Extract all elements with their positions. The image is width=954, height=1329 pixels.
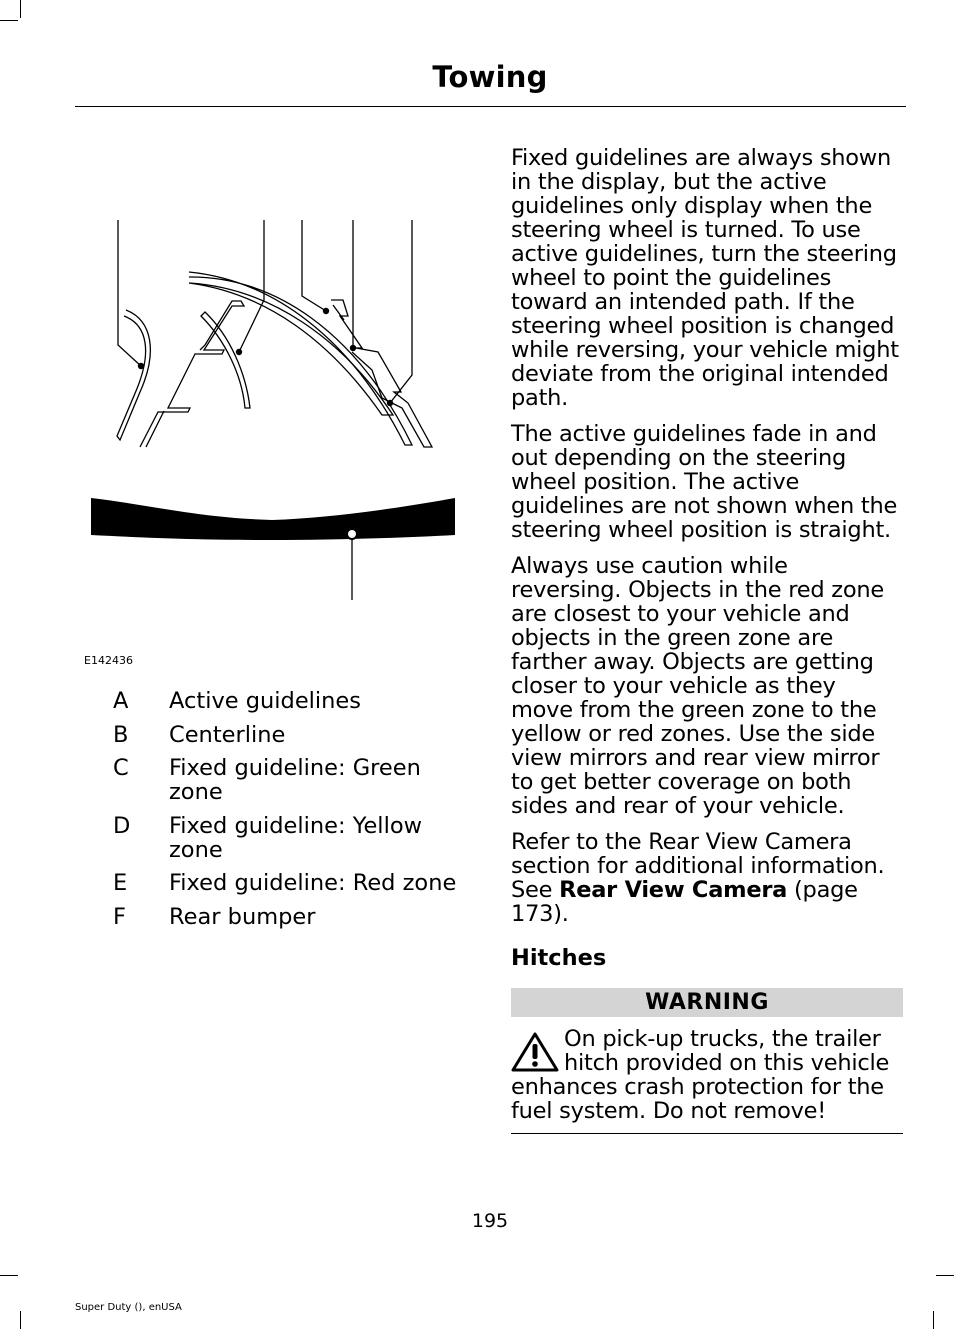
page-number: 195 — [471, 1210, 509, 1232]
legend-key: F — [113, 903, 126, 930]
legend-item — [113, 814, 473, 862]
legend-item — [113, 871, 473, 895]
legend-text: Fixed guideline: Green zone — [169, 755, 421, 805]
paragraph-reference — [511, 830, 903, 926]
rear-view-camera-link[interactable]: Rear View Camera — [559, 877, 788, 903]
legend-item — [113, 756, 473, 804]
legend-item — [113, 723, 473, 747]
crop-mark-top-left — [0, 20, 18, 21]
warning-label: WARNING — [511, 988, 903, 1017]
paragraph-active-guidelines: The active guidelines fade in and out depending on the steering wheel position. The active guidelines are not shown when the steering wheel position is straight. — [511, 421, 898, 543]
paragraph-fixed-guidelines: Fixed guidelines are always shown in the display, but the active guidelines only display when the steering wheel is turned. To use active guidelines, turn the steering wheel to point the guidelines toward an intended path. If the steering wheel position is changed while reversing, your vehicle might deviate from the original intended path. — [511, 145, 899, 411]
crop-mark-top-left — [20, 0, 21, 18]
reference-suffix: (page 173). — [511, 877, 858, 927]
crop-mark-bottom-left — [20, 1311, 21, 1329]
legend-item — [113, 905, 473, 929]
section-heading-hitches: Hitches — [511, 945, 607, 971]
legend-key: D — [113, 812, 131, 839]
warning-triangle-icon — [511, 1031, 559, 1073]
crop-mark-bottom-right — [933, 1311, 934, 1329]
legend-text: Fixed guideline: Red zone — [169, 870, 457, 896]
legend-key: E — [113, 870, 128, 896]
paragraph-caution: Always use caution while reversing. Objects in the red zone are closest to your vehicle and objects in the green zone are farther away. Objects are getting closer to your vehicle as they move from the green zone to the yellow or red zones. Use the side view mirrors and rear view mirror to get better coverage on both sides and rear of your vehicle. — [511, 553, 884, 819]
figure-code: E142436 — [84, 654, 133, 667]
legend-text: Active guidelines — [169, 688, 361, 714]
legend-text: Centerline — [169, 721, 286, 748]
legend-key: C — [113, 755, 129, 781]
warning-divider — [511, 1133, 903, 1134]
warning-body — [511, 1027, 903, 1123]
legend-text: Rear bumper — [169, 903, 316, 930]
warning-text: On pick-up trucks, the trailer hitch provided on this vehicle enhances crash protection for the fuel system. Do not remove! — [511, 1026, 890, 1124]
rear-camera-guidelines-figure — [82, 205, 467, 675]
title-divider — [75, 106, 906, 107]
legend-key: B — [113, 721, 129, 748]
reference-prefix: Refer to the Rear View Camera section for additional information. See — [511, 829, 885, 903]
legend-key: A — [113, 688, 129, 714]
legend-text: Fixed guideline: Yellow zone — [169, 812, 422, 863]
figure-legend — [113, 689, 473, 938]
legend-item — [113, 689, 473, 713]
footer-doc-id: Super Duty (), enUSA — [75, 1302, 182, 1313]
crop-mark-bottom-left — [0, 1275, 18, 1276]
page-title: Towing — [432, 60, 548, 94]
right-column — [511, 146, 903, 1134]
crop-mark-bottom-right — [936, 1275, 954, 1276]
